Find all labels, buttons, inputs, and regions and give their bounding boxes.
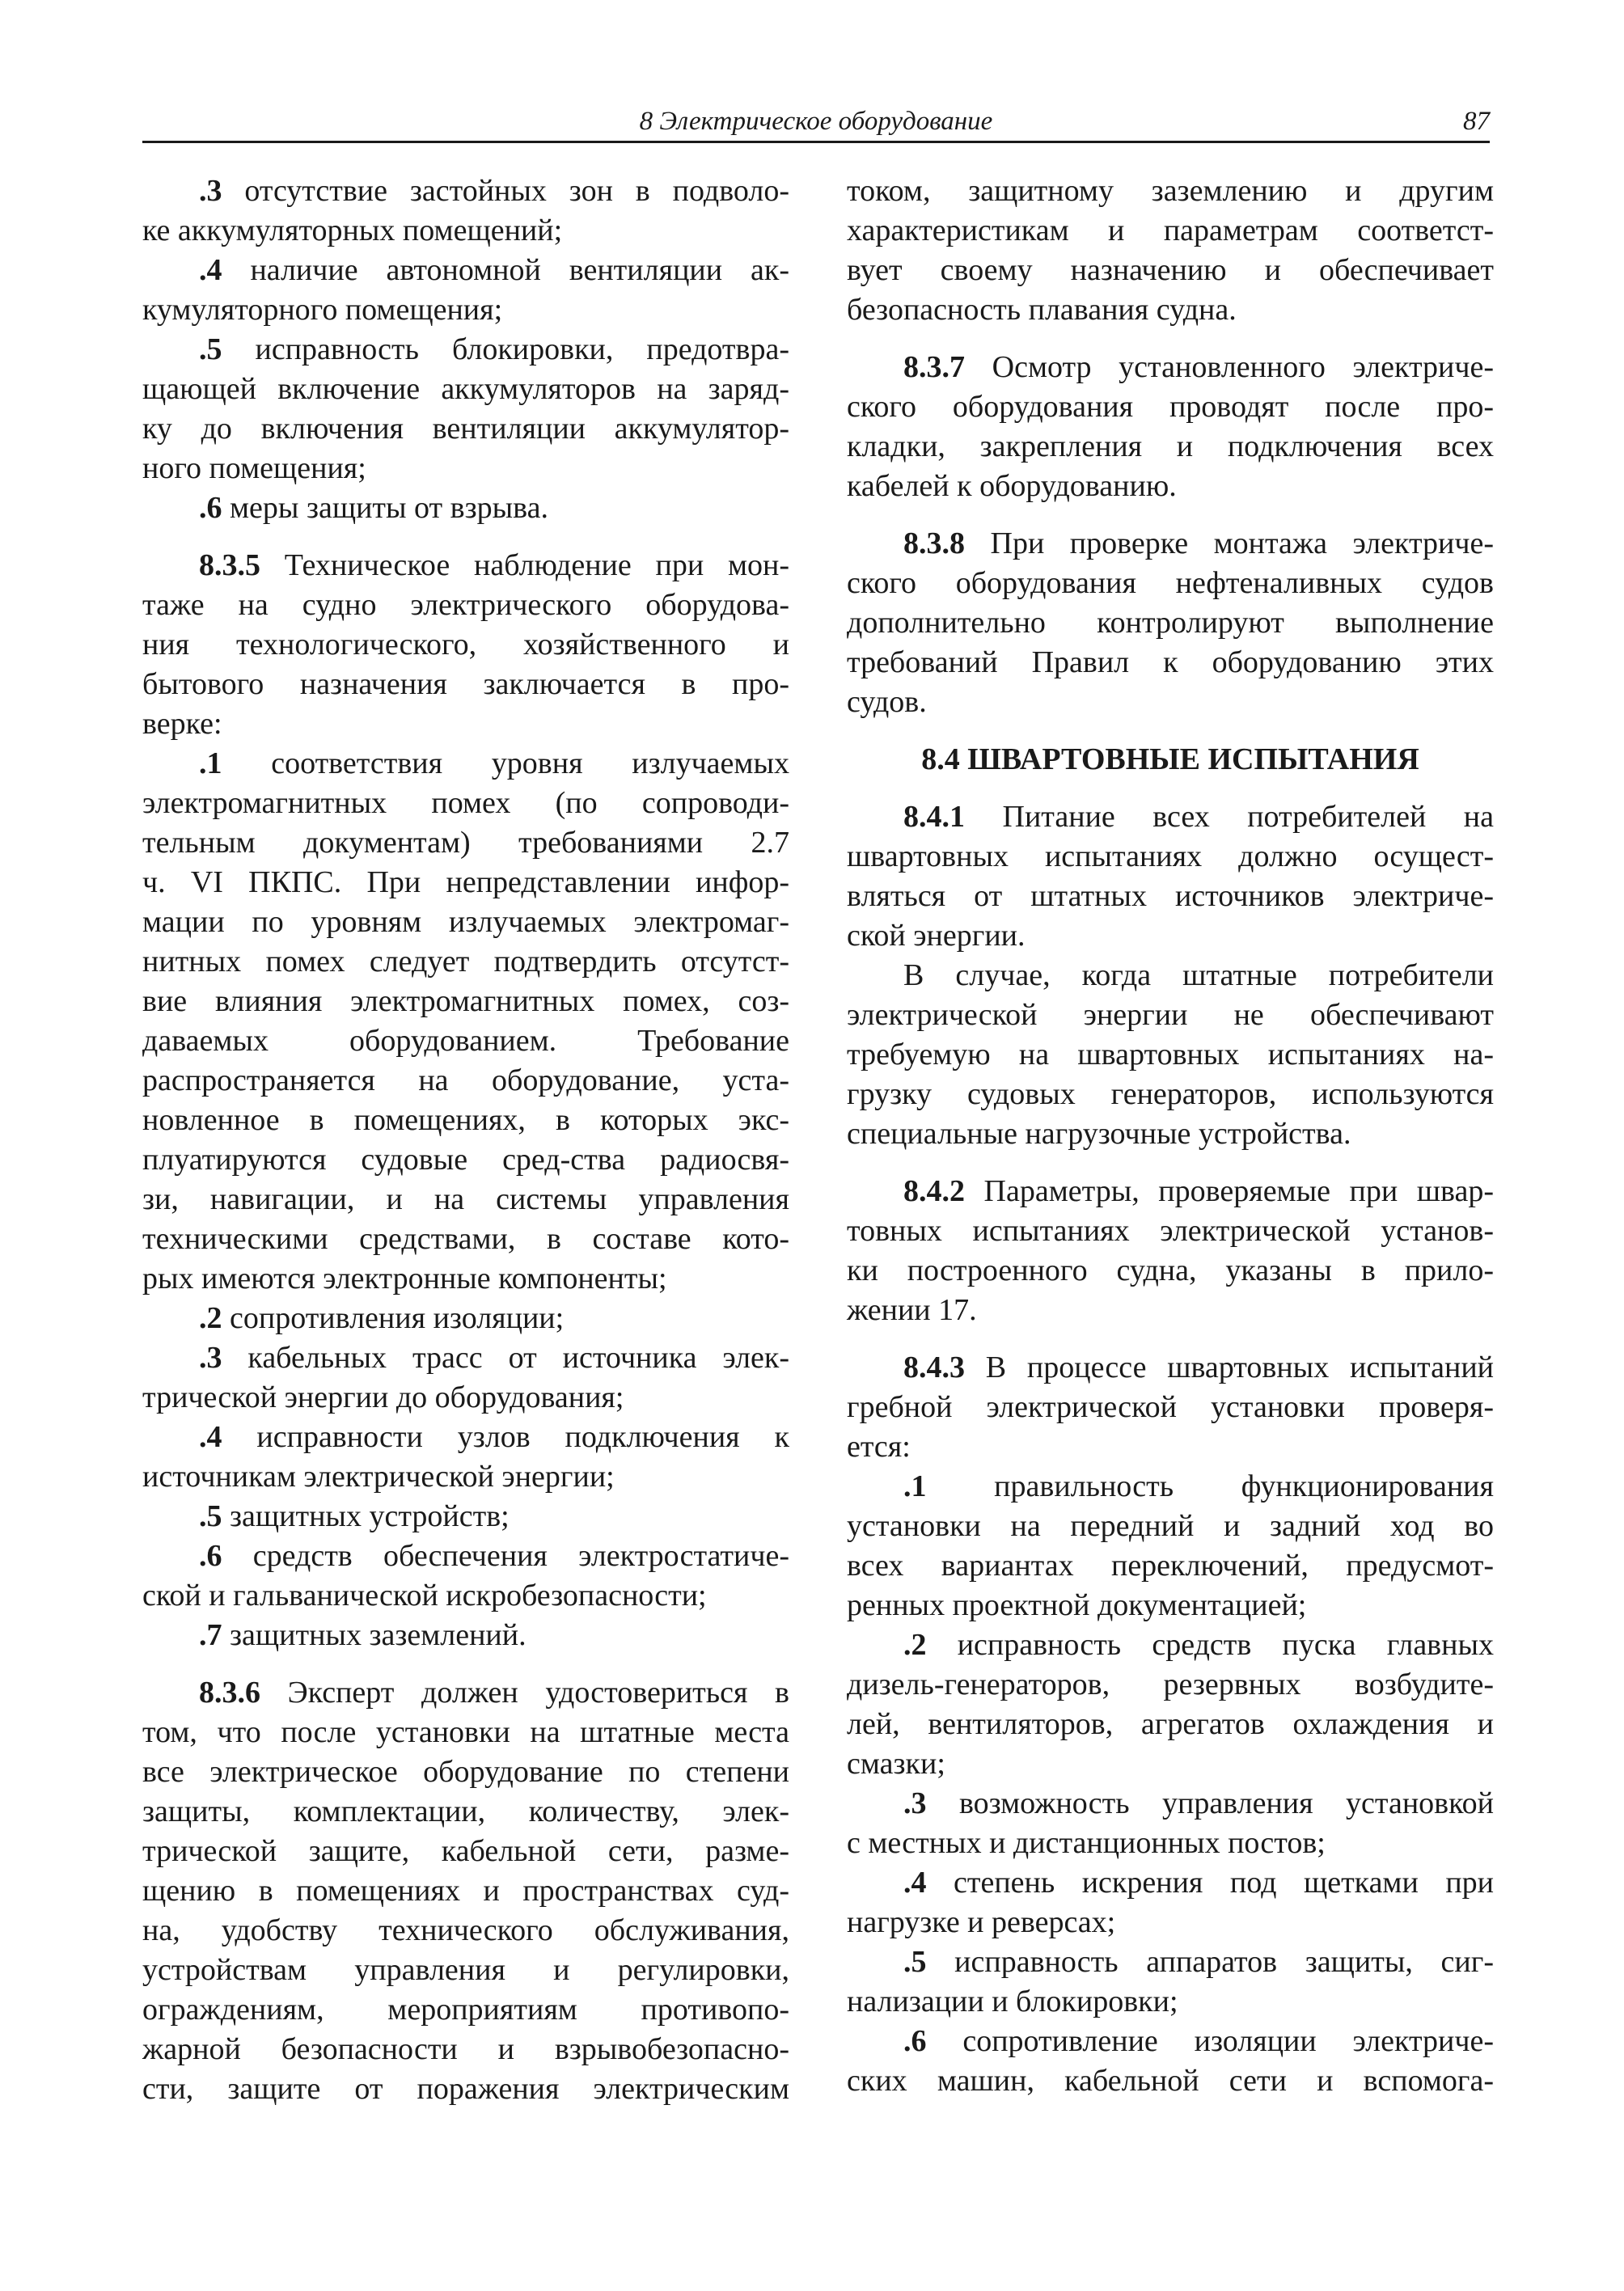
text-line <box>847 1211 1494 1251</box>
line-text: требований Правил к оборудованию этих <box>847 645 1494 679</box>
line-text: источникам электрической энергии; <box>142 1460 615 1494</box>
text-line <box>847 877 1494 916</box>
item-number: .2 <box>199 1301 222 1335</box>
line-text: дополнительно контролируют выполнение <box>847 606 1494 640</box>
line-text: жарной безопасности и взрывобезопасно- <box>142 2032 789 2066</box>
text-line <box>142 1951 789 1990</box>
line-text: устройствам управления и регулировки, <box>142 1953 789 1987</box>
line-text: В процессе швартовных испытаний <box>965 1351 1494 1384</box>
paragraph-gap <box>847 1330 1494 1348</box>
left-column <box>142 171 789 2109</box>
section-heading: 8.4 ШВАРТОВНЫЕ ИСПЫТАНИЯ <box>921 742 1419 776</box>
item-number: .1 <box>903 1469 927 1503</box>
text-line <box>142 704 789 744</box>
line-text: защиты, комплектации, количеству, элек- <box>142 1794 789 1828</box>
line-text: кладки, закрепления и подключения всех <box>847 429 1494 463</box>
line-text: тельным документам) требованиями 2.7 <box>142 826 789 860</box>
line-text: верке: <box>142 707 222 741</box>
text-line <box>142 1457 789 1497</box>
text-line <box>847 1467 1494 1507</box>
text-line <box>142 1792 789 1832</box>
text-line <box>847 995 1494 1035</box>
text-line <box>847 1863 1494 1903</box>
item-number: 8.4.1 <box>903 800 965 834</box>
item-number: .6 <box>199 491 222 525</box>
line-text: током, защитному заземлению и другим <box>847 174 1494 208</box>
line-text: соответствия уровня излучаемых <box>222 746 789 780</box>
line-text: ренных проектной документацией; <box>847 1588 1307 1622</box>
text-line <box>847 1251 1494 1291</box>
text-line <box>847 2022 1494 2061</box>
line-text: нитных помех следует подтвердить отсутст- <box>142 945 789 979</box>
text-line <box>142 1752 789 1792</box>
item-number: .3 <box>199 174 222 208</box>
text-line <box>847 348 1494 387</box>
line-text: судов. <box>847 685 927 719</box>
line-text: ской энергии. <box>847 919 1026 953</box>
text-line <box>847 564 1494 603</box>
text-line <box>142 863 789 902</box>
text-line <box>847 603 1494 643</box>
text-line <box>847 956 1494 995</box>
text-line <box>142 1418 789 1457</box>
text-line <box>142 1180 789 1219</box>
line-text: все электрическое оборудование по степени <box>142 1755 789 1789</box>
text-line <box>847 524 1494 564</box>
line-text: щающей включение аккумуляторов на заряд- <box>142 372 789 406</box>
item-number: .3 <box>903 1786 927 1820</box>
text-line <box>847 1507 1494 1546</box>
line-text: зи, навигации, и на системы управления <box>142 1182 789 1216</box>
text-line <box>142 1497 789 1536</box>
line-text: отсутствие застойных зон в подволо- <box>222 174 789 208</box>
line-text: ного помещения; <box>142 451 366 485</box>
text-line <box>142 942 789 982</box>
line-text: щению в помещениях и пространствах суд- <box>142 1874 789 1908</box>
text-line <box>847 1172 1494 1211</box>
item-number: 8.4.2 <box>903 1174 965 1208</box>
line-text: ке аккумуляторных помещений; <box>142 213 563 247</box>
line-text: требуемую на швартовных испытаниях на- <box>847 1038 1494 1072</box>
line-text: установки на передний и задний ход во <box>847 1509 1494 1543</box>
line-text: бытового назначения заключается в про- <box>142 667 789 701</box>
text-line <box>847 387 1494 427</box>
line-text: товных испытаниях электрической установ- <box>847 1214 1494 1248</box>
text-line <box>142 585 789 625</box>
line-text: нализации и блокировки; <box>847 1985 1178 2018</box>
text-line <box>847 427 1494 467</box>
text-line <box>142 251 789 290</box>
text-line <box>847 1388 1494 1427</box>
text-line <box>847 1982 1494 2022</box>
text-line <box>847 1348 1494 1388</box>
line-text: Питание всех потребителей на <box>965 800 1494 834</box>
text-line <box>142 1713 789 1752</box>
text-line <box>142 1061 789 1101</box>
line-text: жении 17. <box>847 1293 977 1327</box>
text-line <box>847 1114 1494 1154</box>
line-text: Осмотр установленного электриче- <box>965 350 1494 384</box>
item-number: .6 <box>199 1539 222 1573</box>
line-text: кумуляторного помещения; <box>142 293 503 327</box>
text-line <box>142 1101 789 1140</box>
text-line <box>142 784 789 823</box>
item-number: 8.3.7 <box>903 350 965 384</box>
text-line <box>847 837 1494 877</box>
text-line <box>847 1035 1494 1075</box>
line-text: распространяется на оборудование, уста- <box>142 1063 789 1097</box>
text-line <box>142 1616 789 1655</box>
text-line <box>142 290 789 330</box>
line-text: В случае, когда штатные потребители <box>903 958 1494 992</box>
text-line <box>847 1705 1494 1744</box>
item-number: .6 <box>903 2024 927 2058</box>
line-text: таже на судно электрического оборудова- <box>142 588 789 622</box>
line-text: электромагнитных помех (по сопроводи- <box>142 786 789 820</box>
line-text: кабельных трасс от источника элек- <box>222 1341 789 1375</box>
line-text: защитных заземлений. <box>222 1618 527 1652</box>
line-text: безопасность плавания судна. <box>847 293 1237 327</box>
line-text: степень искрения под щетками при <box>926 1866 1494 1900</box>
paragraph-gap <box>847 506 1494 524</box>
text-line <box>142 211 789 251</box>
text-line <box>847 683 1494 722</box>
text-line <box>847 467 1494 506</box>
paragraph-gap <box>847 330 1494 348</box>
line-text: смазки; <box>847 1747 945 1781</box>
text-line <box>847 171 1494 211</box>
line-text: на, удобству технического обслуживания, <box>142 1913 789 1947</box>
line-text: исправности узлов подключения к <box>222 1420 789 1454</box>
text-line <box>142 1536 789 1576</box>
header-title: 8 Электрическое оборудование <box>639 107 993 136</box>
text-line <box>847 1586 1494 1625</box>
line-text: даваемых оборудованием. Требование <box>142 1024 789 1058</box>
line-text: всех вариантах переключений, предусмот- <box>847 1549 1494 1583</box>
paragraph-gap <box>847 722 1494 740</box>
line-text: Эксперт должен удостовериться в <box>260 1676 789 1710</box>
line-text: правильность функционирования <box>926 1469 1494 1503</box>
item-number: .7 <box>199 1618 222 1652</box>
text-line <box>847 1625 1494 1665</box>
text-line <box>847 1427 1494 1467</box>
line-text: ки построенного судна, указаны в прило- <box>847 1253 1494 1287</box>
item-number: .4 <box>199 1420 222 1454</box>
line-text: Техническое наблюдение при мон- <box>260 548 789 582</box>
line-text: ется: <box>847 1430 911 1464</box>
line-text: ского оборудования нефтеналивных судов <box>847 566 1494 600</box>
text-line <box>142 449 789 488</box>
running-header <box>142 104 1490 143</box>
text-line <box>847 251 1494 290</box>
text-line <box>847 211 1494 251</box>
text-line <box>142 823 789 863</box>
text-line <box>142 2030 789 2069</box>
line-text: с местных и дистанционных постов; <box>847 1826 1326 1860</box>
line-text: Параметры, проверяемые при швар- <box>965 1174 1494 1208</box>
right-column <box>847 171 1494 2101</box>
text-line <box>847 1784 1494 1824</box>
line-text: наличие автономной вентиляции ак- <box>222 253 789 287</box>
line-text: плуатируются судовые сред-ства радиосвя- <box>142 1143 789 1177</box>
line-text: сопротивления изоляции; <box>222 1301 565 1335</box>
line-text: новленное в помещениях, в которых экс- <box>142 1103 789 1137</box>
text-line <box>142 1990 789 2030</box>
item-number: 8.4.3 <box>903 1351 965 1384</box>
line-text: характеристикам и параметрам соответст- <box>847 213 1494 247</box>
page-number: 87 <box>1463 107 1490 136</box>
line-text: мации по уровням излучаемых электромаг- <box>142 905 789 939</box>
line-text: вляться от штатных источников электриче- <box>847 879 1494 913</box>
line-text: вует своему назначению и обеспечивает <box>847 253 1494 287</box>
line-text: кабелей к оборудованию. <box>847 469 1177 503</box>
text-line <box>847 1744 1494 1784</box>
line-text: защитных устройств; <box>222 1499 510 1533</box>
line-text: сти, защите от поражения электрическим <box>142 2072 789 2106</box>
text-line <box>142 744 789 784</box>
text-line <box>142 1299 789 1338</box>
line-text: том, что после установки на штатные места <box>142 1715 789 1749</box>
text-line <box>847 2061 1494 2101</box>
line-text: техническими средствами, в составе кото- <box>142 1222 789 1256</box>
text-line <box>142 1911 789 1951</box>
item-number: 8.3.6 <box>199 1676 260 1710</box>
line-text: гребной электрической установки проверя- <box>847 1390 1494 1424</box>
text-line <box>142 546 789 585</box>
text-line <box>142 1338 789 1378</box>
text-line <box>142 982 789 1021</box>
text-line <box>142 1871 789 1911</box>
line-text: дизель-генераторов, резервных возбудите- <box>847 1668 1494 1701</box>
item-number: 8.3.5 <box>199 548 260 582</box>
text-line <box>142 1021 789 1061</box>
text-line <box>847 290 1494 330</box>
text-line <box>847 916 1494 956</box>
text-line <box>142 171 789 211</box>
text-line <box>142 409 789 449</box>
text-line <box>142 370 789 409</box>
line-text: электрической энергии не обеспечивают <box>847 998 1494 1032</box>
text-line <box>847 1665 1494 1705</box>
line-text: трической энергии до оборудования; <box>142 1380 624 1414</box>
text-line <box>847 1942 1494 1982</box>
text-line <box>142 1140 789 1180</box>
paragraph-gap <box>847 780 1494 797</box>
text-line <box>142 1378 789 1418</box>
text-line <box>142 625 789 665</box>
line-text: меры защиты от взрыва. <box>222 491 548 525</box>
text-line <box>847 797 1494 837</box>
text-line <box>142 1832 789 1871</box>
text-line <box>142 1576 789 1616</box>
text-line <box>142 330 789 370</box>
paragraph-gap <box>847 1154 1494 1172</box>
item-number: 8.3.8 <box>903 526 965 560</box>
line-text: ограждениям, мероприятиям противопо- <box>142 1993 789 2027</box>
text-line <box>142 1219 789 1259</box>
line-text: специальные нагрузочные устройства. <box>847 1117 1351 1151</box>
item-number: .2 <box>903 1628 927 1662</box>
text-line <box>847 643 1494 683</box>
text-line <box>142 1673 789 1713</box>
line-text: ч. VI ПКПС. При непредставлении инфор- <box>142 865 789 899</box>
line-text: ку до включения вентиляции аккумулятор- <box>142 412 789 446</box>
paragraph-gap <box>142 528 789 546</box>
text-line <box>847 1903 1494 1942</box>
text-line <box>847 1291 1494 1330</box>
line-text: исправность средств пуска главных <box>926 1628 1494 1662</box>
line-text: ских машин, кабельной сети и вспомога- <box>847 2064 1494 2098</box>
line-text: ния технологического, хозяйственного и <box>142 628 789 662</box>
text-line <box>142 488 789 528</box>
item-number: .4 <box>903 1866 927 1900</box>
text-line <box>142 902 789 942</box>
text-line <box>142 1259 789 1299</box>
text-line <box>847 1546 1494 1586</box>
line-text: трической защите, кабельной сети, разме- <box>142 1834 789 1868</box>
line-text: средств обеспечения электростатиче- <box>222 1539 789 1573</box>
item-number: .5 <box>199 1499 222 1533</box>
line-text: возможность управления установкой <box>926 1786 1494 1820</box>
line-text: исправность блокировки, предотвра- <box>222 332 789 366</box>
text-line <box>142 2069 789 2109</box>
text-line <box>142 665 789 704</box>
paragraph-gap <box>142 1655 789 1673</box>
line-text: ской и гальванической искробезопасности; <box>142 1579 707 1613</box>
item-number: .5 <box>903 1945 927 1979</box>
line-text: ского оборудования проводят после про- <box>847 390 1494 424</box>
item-number: .3 <box>199 1341 222 1375</box>
text-line <box>847 1824 1494 1863</box>
line-text: При проверке монтажа электриче- <box>965 526 1494 560</box>
line-text: исправность аппаратов защиты, сиг- <box>926 1945 1494 1979</box>
line-text: рых имеются электронные компоненты; <box>142 1262 667 1296</box>
line-text: лей, вентиляторов, агрегатов охлаждения и <box>847 1707 1494 1741</box>
text-line <box>847 1075 1494 1114</box>
line-text: нагрузке и реверсах; <box>847 1905 1116 1939</box>
line-text: швартовных испытаниях должно осущест- <box>847 839 1494 873</box>
line-text: вие влияния электромагнитных помех, соз- <box>142 984 789 1018</box>
line-text: сопротивление изоляции электриче- <box>926 2024 1494 2058</box>
item-number: .1 <box>199 746 222 780</box>
item-number: .4 <box>199 253 222 287</box>
line-text: грузку судовых генераторов, используются <box>847 1077 1494 1111</box>
item-number: .5 <box>199 332 222 366</box>
